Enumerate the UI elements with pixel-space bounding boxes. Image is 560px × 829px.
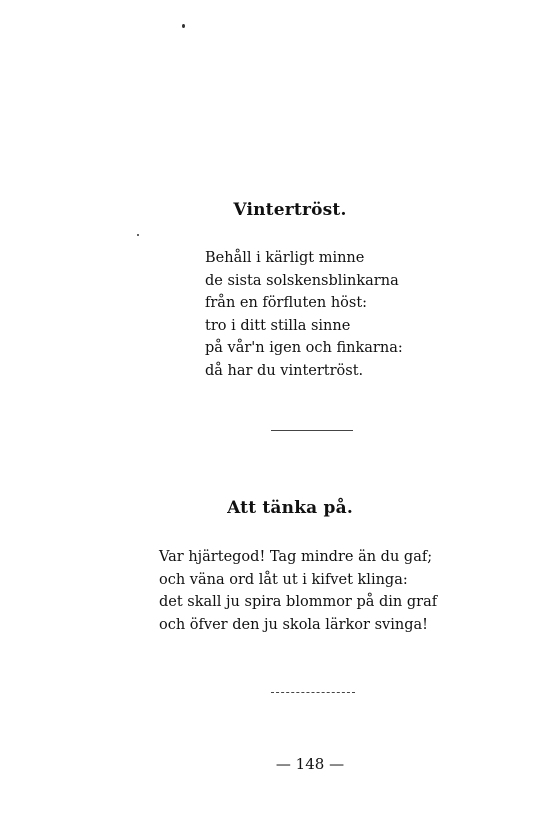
poem-line: Var hjärtegod! Tag mindre än du gaf; [159,549,433,565]
ink-speck [137,234,139,236]
poem-stanza [205,247,403,383]
poem-line: och öfver den ju skola lärkor svinga! [159,616,428,633]
poem-line: tro i ditt stilla sinne [205,317,351,334]
section-divider [271,692,355,693]
poem-line: och väna ord låt ut i kifvet klinga: [159,571,408,588]
poem-line: Behåll i kärligt minne [205,250,365,266]
poem-line: på vår'n igen och finkarna: [205,340,403,357]
poem-stanza [159,546,437,636]
poem-line: de sista solskensblinkarna [205,272,399,289]
poem-title: Att tänka på. [227,498,353,518]
poem-title: Vintertröst. [233,200,347,220]
ink-speck [182,24,185,28]
poem-line: från en förfluten höst: [205,295,368,312]
section-divider [271,430,353,431]
poem-line: det skall ju spira blommor på din graf [159,594,438,611]
poem-line: då har du vintertröst. [205,362,364,379]
page-number: — 148 — [275,755,345,773]
